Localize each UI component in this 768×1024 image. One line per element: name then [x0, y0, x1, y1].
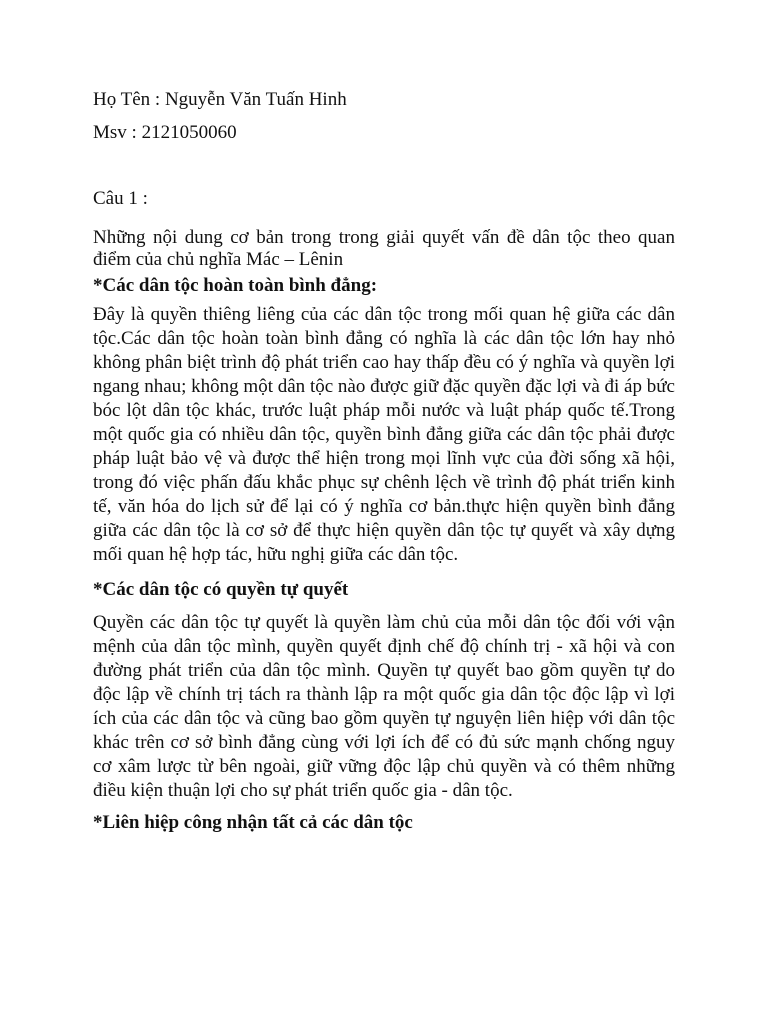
student-id: Msv : 2121050060	[93, 122, 237, 143]
question-intro: Những nội dung cơ bản trong trong giải quyết vấn đề dân tộc theo quan điểm của chủ nghĩa Mác – Lênin	[93, 227, 675, 270]
question-label: Câu 1 :	[93, 188, 148, 209]
section-body-equality: Đây là quyền thiêng liêng của các dân tộc trong mối quan hệ giữa các dân tộc.Các dân tộc hoàn toàn bình đẳng có nghĩa là các dân tộc lớn hay nhỏ không phân biệt trình độ phát triển cao hay thấp đều có ý nghĩa và quyền lợi ngang nhau; không một dân tộc nào được giữ đặc quyền đặc lợi và đi áp bức bóc lột dân tộc khác, trước luật pháp mỗi nước và luật pháp quốc tế.Trong một quốc gia có nhiều dân tộc, quyền bình đẳng giữa các dân tộc phải được pháp luật bảo vệ và được thể hiện trong mọi lĩnh vực của đời sống xã hội, trong đó việc phấn đấu khắc phục sự chênh lệch về trình độ phát triển kinh tế, văn hóa do lịch sử để lại có ý nghĩa cơ bản.thực hiện quyền bình đẳng giữa các dân tộc là cơ sở để thực hiện quyền dân tộc tự quyết và xây dựng mối quan hệ hợp tác, hữu nghị giữa các dân tộc.	[93, 304, 675, 565]
section-heading-self-determination: *Các dân tộc có quyền tự quyết	[93, 579, 349, 600]
section-body-self-determination: Quyền các dân tộc tự quyết là quyền làm chủ của mỗi dân tộc đối với vận mệnh của dân tộc mình, quyền quyết định chế độ chính trị - xã hội và con đường phát triển của dân tộc mình. Quyền tự quyết bao gồm quyền tự do độc lập về chính trị tách ra thành lập ra một quốc gia dân tộc độc lập vì lợi ích của các dân tộc và cũng bao gồm quyền tự nguyện liên hiệp với dân tộc khác trên cơ sở bình đẳng cùng với lợi ích để có đủ sức mạnh chống nguy cơ xâm lược từ bên ngoài, giữ vững độc lập chủ quyền và có thêm những điều kiện thuận lợi cho sự phát triển quốc gia - dân tộc.	[93, 612, 675, 801]
document-page	[93, 88, 675, 834]
section-heading-equality: *Các dân tộc hoàn toàn bình đẳng:	[93, 275, 378, 296]
section-heading-union: *Liên hiệp công nhận tất cả các dân tộc	[93, 812, 413, 833]
student-name: Họ Tên : Nguyễn Văn Tuấn Hinh	[93, 89, 347, 110]
